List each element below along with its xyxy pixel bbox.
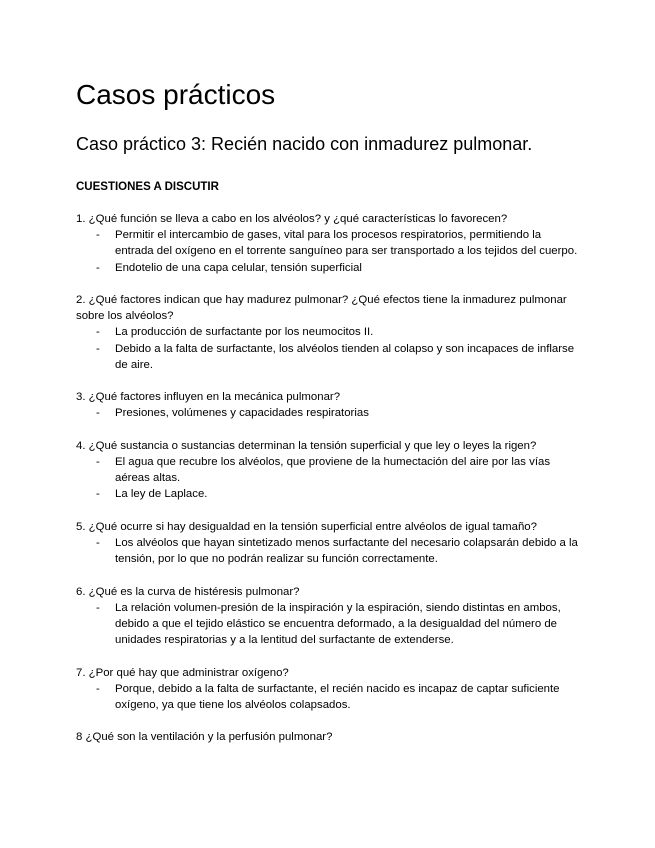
bullet-dash: - [96,407,100,420]
answer-text: Porque, debido a la falta de surfactante, el recién nacido es incapaz de captar suficiente oxígeno, ya que tiene los alvéolos colapsados. [115,682,560,711]
answer-list [76,405,581,421]
page-title: Casos prácticos [76,79,276,110]
answer-text: El agua que recubre los alvéolos, que proviene de la humectación del aire por las vías aéreas altas. [115,456,551,485]
bullet-dash: - [96,229,100,242]
answer-list [76,600,581,649]
answer-text: La ley de Laplace. [115,488,208,501]
answer-text: La producción de surfactante por los neumocitos II. [115,326,374,339]
question-block [76,584,581,649]
answer-item [76,535,581,567]
answer-item [76,260,581,276]
question-block [76,519,581,568]
question-block [76,665,581,714]
bullet-dash: - [96,326,100,339]
answer-item [76,454,581,486]
section-heading: CUESTIONES A DISCUTIR [76,181,219,193]
question-text: 6. ¿Qué es la curva de histéresis pulmonar? [76,585,300,598]
answer-list [76,324,581,373]
answer-item [76,405,581,421]
answer-text: Permitir el intercambio de gases, vital para los procesos respiratorios, permitiendo la entrada del oxígeno en el torrente sanguíneo para ser transportado a los tejidos del cuerpo. [115,229,578,258]
answer-text: Presiones, volúmenes y capacidades respiratorias [115,407,369,420]
answer-item [76,324,581,340]
question-block [76,438,581,503]
bullet-dash: - [96,601,100,614]
bullet-dash: - [96,682,100,695]
bullet-dash: - [96,488,100,501]
answer-list [76,535,581,567]
answer-item [76,341,581,373]
bullet-dash: - [96,261,100,274]
answer-text: La relación volumen-presión de la inspiración y la espiración, siendo distintas en ambos, debido a que el tejido elástico se encuentra deformado, a la desigualdad del número de unidades respiratorias y a la lentitud del surfactante de extenderse. [115,601,561,647]
question-block [76,292,581,373]
answer-item [76,600,581,649]
bullet-dash: - [96,537,100,549]
question-block [76,211,581,276]
question-text: 8 ¿Qué son la ventilación y la perfusión pulmonar? [76,731,333,744]
question-text: 7. ¿Por qué hay que administrar oxígeno? [76,666,289,679]
questions-list [76,211,581,762]
question-text: 3. ¿Qué factores influyen en la mecánica pulmonar? [76,391,341,404]
answer-text: Debido a la falta de surfactante, los alvéolos tienden al colapso y son incapaces de inflarse de aire. [115,342,575,371]
answer-item [76,681,581,713]
answer-list [76,681,581,713]
question-text: 2. ¿Qué factores indican que hay madurez pulmonar? ¿Qué efectos tiene la inmadurez pulmonar sobre los alvéolos? [76,294,567,323]
answer-list [76,227,581,276]
question-text: 5. ¿Qué ocurre si hay desigualdad en la tensión superficial entre alvéolos de igual tamaño? [76,520,537,533]
case-subtitle: Caso práctico 3: Recién nacido con inmadurez pulmonar. [76,134,533,154]
question-block [76,389,581,421]
answer-item [76,227,581,259]
answer-text: Los alvéolos que hayan sintetizado menos surfactante del necesario colapsarán debido a la tensión, por lo que no podrán realizar su función correctamente. [115,537,578,566]
answer-text: Endotelio de una capa celular, tensión superficial [115,261,362,274]
bullet-dash: - [96,342,100,355]
bullet-dash: - [96,456,100,468]
question-text: 4. ¿Qué sustancia o sustancias determinan la tensión superficial y que ley o leyes la rigen? [76,439,537,452]
question-block [76,729,581,745]
answer-list [76,454,581,503]
answer-item [76,486,581,502]
question-text: 1. ¿Qué función se lleva a cabo en los alvéolos? y ¿qué características lo favorecen? [76,213,508,225]
